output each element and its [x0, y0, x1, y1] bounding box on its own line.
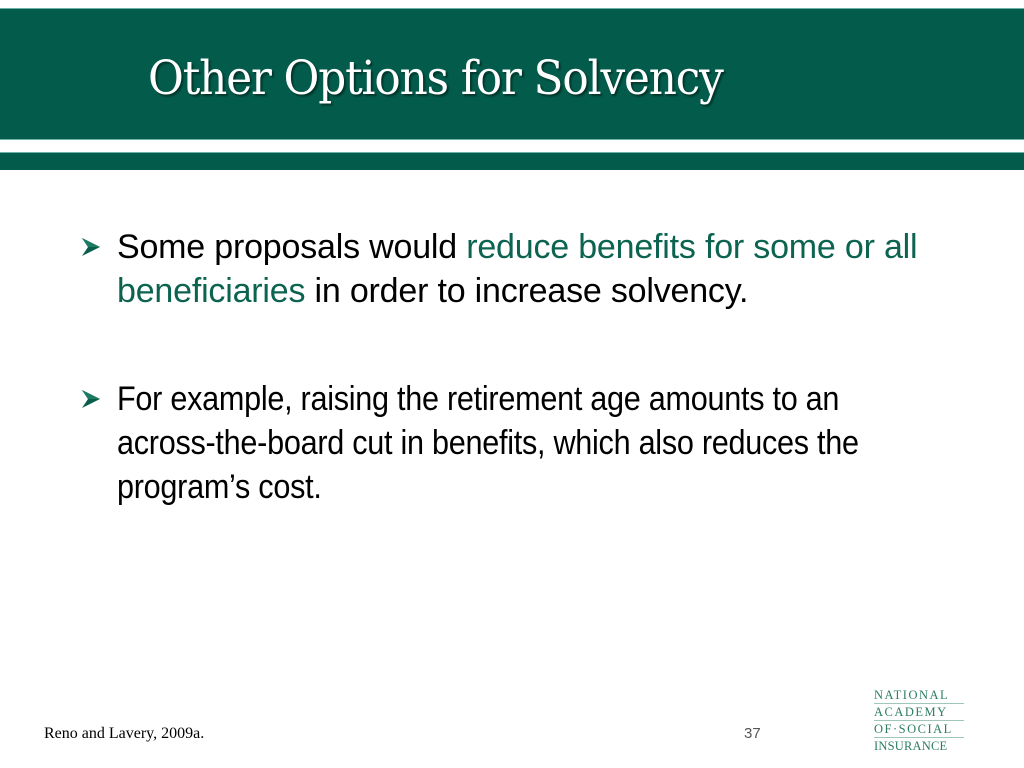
logo-line: OF·SOCIAL: [874, 722, 964, 738]
slide-title: Other Options for Solvency: [148, 51, 723, 106]
page-number: 37: [744, 725, 761, 742]
bullet-text: For example, raising the retirement age amounts to an across-the-board cut in benefits, which also reduces the program’s cost.: [117, 380, 859, 506]
source-citation: Reno and Lavery, 2009a.: [44, 725, 205, 742]
nasi-logo: [874, 688, 964, 755]
logo-line: ACADEMY: [874, 705, 964, 721]
logo-line: NATIONAL: [874, 688, 964, 704]
bullet-text-segment: Some proposals would: [117, 228, 467, 266]
bullet-item: [80, 377, 960, 509]
bullet-text-segment: in order to increase solvency.: [305, 272, 749, 310]
bullet-emphasis-text: reduce benefits for some or all beneficiaries: [117, 228, 918, 310]
title-band: [0, 8, 1024, 140]
title-underline-band: [0, 152, 1024, 170]
logo-line: INSURANCE: [874, 739, 948, 753]
bullet-text: [117, 228, 917, 310]
arrowhead-bullet-icon: [82, 390, 100, 408]
arrowhead-bullet-icon: [82, 238, 100, 256]
bullet-list: [80, 225, 960, 509]
bullet-item: [80, 225, 960, 313]
